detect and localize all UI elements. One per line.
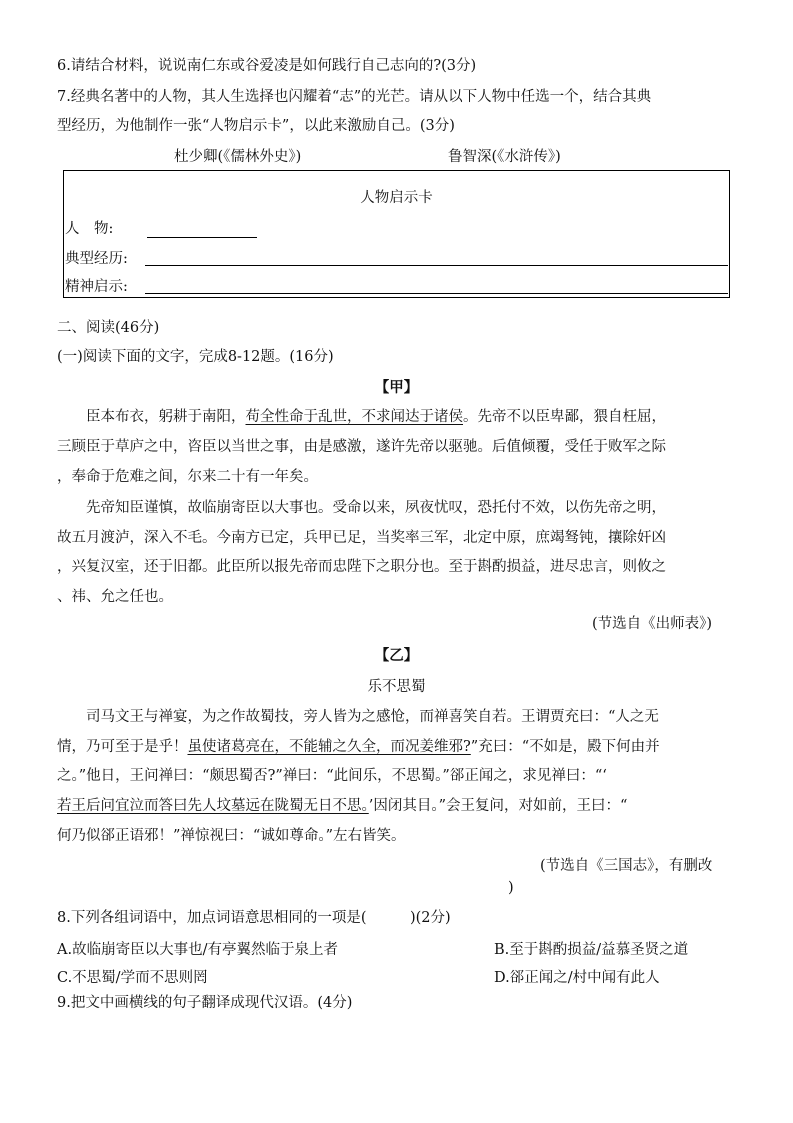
- jia-p2-line2: 故五月渡泸，深入不毛。今南方已定，兵甲已足，当奖率三军，北定中原，庶竭驽钝，攘除奸凶: [57, 530, 666, 546]
- jia-text: 。先帝不以臣卑鄙，猥自枉屈，: [463, 409, 666, 425]
- yi-underlined-sentence-1: 虽使诸葛亮在，不能辅之久全，而况姜维邪?: [187, 739, 471, 755]
- character-card: [63, 170, 730, 298]
- q8-option-a[interactable]: A.故临崩寄臣以大事也/有亭翼然临于泉上者: [57, 942, 338, 958]
- jia-source: (节选自《出师表》): [592, 616, 713, 632]
- jia-text: 臣本布衣，躬耕于南阳，: [86, 409, 246, 425]
- inspiration-blank[interactable]: [145, 293, 728, 294]
- jia-underlined-sentence: 苟全性命于乱世，不求闻达于诸侯: [245, 409, 463, 425]
- yi-underlined-sentence-2: 若王后问宜泣而答曰先人坟墓远在陇蜀无日不思。: [57, 798, 369, 814]
- experience-blank[interactable]: [145, 265, 728, 266]
- q8-option-d[interactable]: D.郤正闻之/村中闻有此人: [494, 970, 660, 986]
- yi-line5: 何乃似郤正语邪！”禅惊视曰：“诚如尊命。”左右皆笑。: [57, 828, 406, 844]
- jia-p1-line2: 三顾臣于草庐之中，咨臣以当世之事，由是感激，遂许先帝以驱驰。后值倾覆，受任于败军之际: [57, 439, 666, 455]
- question-7-line1: 7.经典名著中的人物，其人生选择也闪耀着“志”的光芒。请从以下人物中任选一个，结合其典: [57, 89, 652, 105]
- passage-yi-heading: 【乙】: [374, 647, 419, 664]
- q8-option-c[interactable]: C.不思蜀/学而不思则罔: [57, 970, 208, 986]
- jia-p2-line4: 、祎、允之任也。: [57, 589, 173, 605]
- question-6: 6.请结合材料，说说南仁东或谷爱凌是如何践行自己志向的?(3分): [57, 58, 477, 74]
- yi-source-close: ): [508, 880, 514, 896]
- part-1-instruction: (一)阅读下面的文字，完成8-12题。(16分): [57, 349, 334, 365]
- q8-option-b[interactable]: B.至于斟酌损益/益慕圣贤之道: [494, 942, 689, 958]
- person-label: 人 物:: [65, 221, 114, 237]
- choice-lu-zhishen: 鲁智深(《水浒传》): [448, 149, 561, 165]
- card-title: 人物启示卡: [360, 190, 433, 206]
- person-blank[interactable]: [147, 237, 257, 238]
- question-7-line2: 型经历，为他制作一张“人物启示卡”，以此来激励自己。(3分): [57, 118, 455, 134]
- experience-label: 典型经历:: [65, 251, 128, 267]
- yi-source: (节选自《三国志》，有删改: [540, 858, 713, 874]
- yi-line4: [57, 796, 627, 816]
- question-8-stem: 8.下列各组词语中，加点词语意思相同的一项是( )(2分): [57, 910, 451, 926]
- passage-yi-title: 乐不思蜀: [367, 679, 426, 695]
- jia-p2-line3: ，兴复汉室，还于旧都。此臣所以报先帝而忠陛下之职分也。至于斟酌损益，进尽忠言，则攸之: [57, 559, 666, 575]
- jia-p1-line3: ，奉命于危难之间，尔来二十有一年矣。: [57, 469, 318, 485]
- section-2-title: 二、阅读(46分): [57, 320, 160, 336]
- yi-text: ”充曰：“不如是，殿下何由并: [470, 739, 660, 755]
- yi-line1: 司马文王与禅宴，为之作故蜀技，旁人皆为之感怆，而禅喜笑自若。王谓贾充曰：“人之无: [86, 709, 659, 725]
- choice-du-shaoqing: 杜少卿(《儒林外史》): [174, 149, 302, 165]
- passage-jia-heading: 【甲】: [374, 379, 419, 396]
- inspiration-label: 精神启示:: [65, 279, 128, 295]
- jia-p2-line1: 先帝知臣谨慎，故临崩寄臣以大事也。受命以来，夙夜忧叹，恐托付不效，以伤先帝之明，: [86, 500, 666, 516]
- question-9: 9.把文中画横线的句子翻译成现代汉语。(4分): [57, 995, 353, 1011]
- yi-line2: [57, 737, 660, 757]
- yi-text: ’因闭其目。”会王复问，对如前，王曰：“: [368, 798, 628, 814]
- yi-line3: 之。”他日，王问禅曰：“颇思蜀否?”禅曰：“此间乐，不思蜀。”郤正闻之，求见禅曰：“‘: [57, 768, 607, 784]
- yi-text: 情，乃可至于是乎！: [57, 739, 188, 755]
- jia-p1-line1: [86, 407, 666, 427]
